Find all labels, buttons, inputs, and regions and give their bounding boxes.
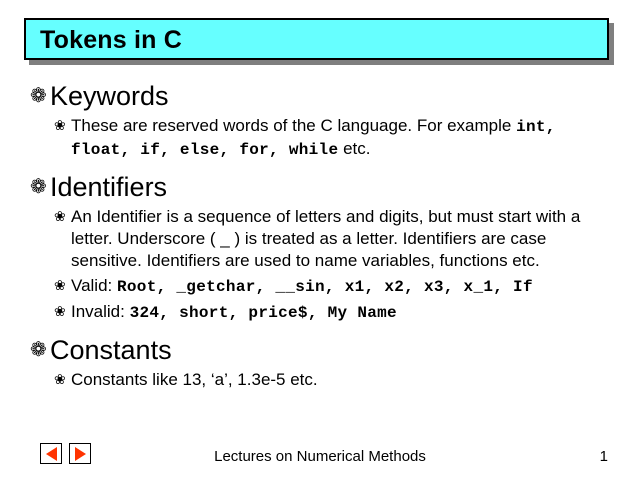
footer-text: Lectures on Numerical Methods [214, 448, 426, 465]
text-run: These are reserved words of the C language. For example [71, 116, 517, 135]
code-run: int, float, if, else, for, while [71, 118, 556, 159]
slide-body [30, 76, 616, 392]
list-item [54, 206, 616, 272]
list-item-text [71, 115, 601, 161]
text-run: Invalid: [71, 302, 130, 321]
bullet-level1-icon: ❁ [30, 337, 47, 361]
list-item-text: Constants like 13, ‘a’, 1.3e-5 etc. [71, 370, 318, 389]
bullet-level2-icon: ❀ [54, 278, 66, 294]
title-box [24, 18, 609, 60]
list-item [54, 301, 616, 324]
list-item-text: An Identifier is a sequence of letters and digits, but must start with a letter. Underscore ( _ ) is treated as a letter. Identifiers are case sensitive. Identifiers are used to name variables, functions etc. [71, 207, 581, 270]
text-run: etc. [338, 139, 371, 158]
bullet-level2-icon: ❀ [54, 209, 66, 225]
section-heading-identifiers [30, 171, 616, 203]
section-heading-constants [30, 334, 616, 366]
bullet-level2-icon: ❀ [54, 372, 66, 388]
section-heading-keywords [30, 80, 616, 112]
code-run: Root, _getchar, __sin, x1, x2, x3, x_1, If [117, 278, 533, 296]
list-item [54, 115, 616, 161]
bullet-level1-icon: ❁ [30, 174, 47, 198]
text-run: Valid: [71, 276, 117, 295]
bullet-level2-icon: ❀ [54, 118, 66, 134]
heading-text: Keywords [50, 81, 169, 111]
bullet-level2-icon: ❀ [54, 304, 66, 320]
code-run: 324, short, price$, My Name [129, 304, 397, 322]
heading-text: Identifiers [50, 172, 168, 202]
list-item-text [71, 275, 533, 298]
page-title: Tokens in C [40, 26, 183, 54]
slide-title-container [24, 18, 614, 64]
heading-text: Constants [50, 335, 172, 365]
list-item [54, 275, 616, 298]
page-number: 1 [599, 448, 608, 465]
list-item-text [71, 301, 397, 324]
list-item [54, 369, 616, 392]
bullet-level1-icon: ❁ [30, 83, 47, 107]
